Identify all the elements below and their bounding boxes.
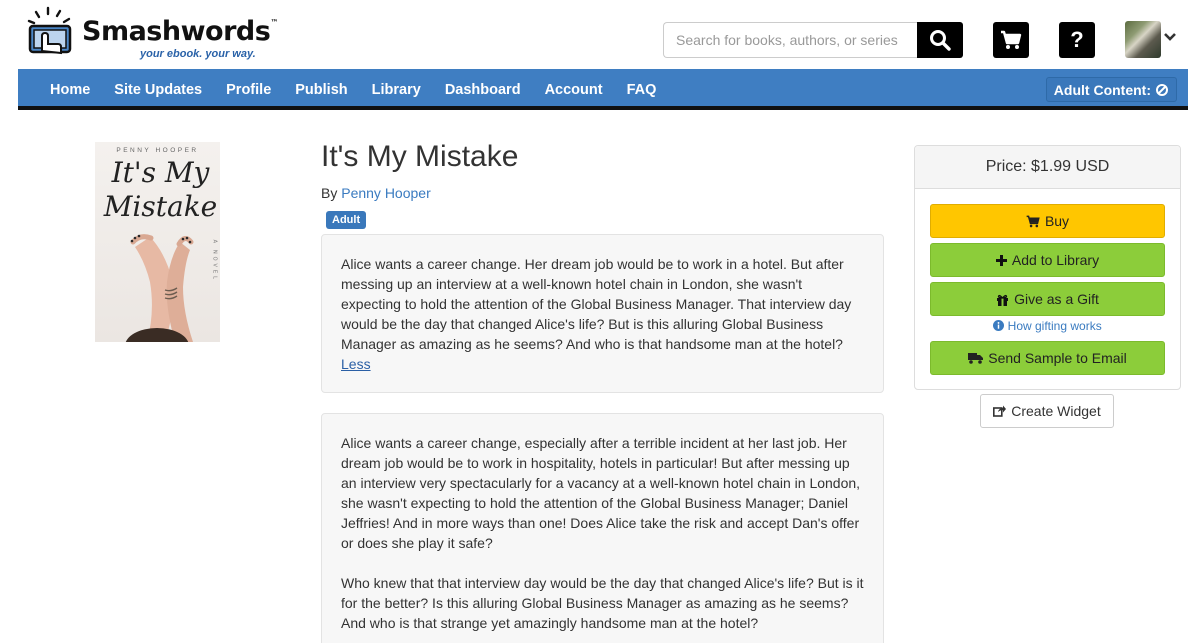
adult-badge: Adult <box>326 211 366 229</box>
nav-library[interactable]: Library <box>371 81 421 98</box>
nav-account[interactable]: Account <box>544 81 603 98</box>
logo-reader-icon <box>24 6 76 58</box>
adult-content-toggle[interactable] <box>1046 77 1177 102</box>
long-description <box>321 413 884 643</box>
search-input[interactable] <box>663 22 919 58</box>
info-icon <box>993 320 1004 331</box>
give-as-gift-button[interactable] <box>930 282 1165 316</box>
price-label: Price: $1.99 USD <box>915 146 1180 189</box>
nav-publish[interactable]: Publish <box>295 81 348 98</box>
cart-icon <box>1026 215 1040 228</box>
gift-icon <box>996 293 1009 306</box>
how-gifting-works-link[interactable] <box>915 319 1180 333</box>
nav-dashboard[interactable]: Dashboard <box>444 81 521 98</box>
add-to-library-button[interactable] <box>930 243 1165 277</box>
cart-button[interactable] <box>993 22 1029 58</box>
share-icon <box>993 405 1006 417</box>
ban-icon <box>1155 83 1169 97</box>
site-header <box>0 0 1197 69</box>
plus-icon <box>996 255 1007 266</box>
truck-icon <box>968 352 983 364</box>
how-gifting-works-label: How gifting works <box>1007 319 1102 333</box>
short-description-text: Alice wants a career change. Her dream job would be to work in a hotel. But after messing up an interview at a well-known hotel chain in London, she wasn't expecting to hold the attention of the Global Business Manager. That interview day would be the day that changed Alice's life? But is this alluring Global Business Manager as amazing as he seems? And who is that handsome man at the hotel? <box>341 256 852 352</box>
purchase-panel <box>914 145 1181 390</box>
nav-profile[interactable]: Profile <box>226 81 272 98</box>
give-as-gift-label: Give as a Gift <box>1014 291 1099 307</box>
create-widget-button[interactable] <box>980 394 1114 428</box>
add-to-library-label: Add to Library <box>1011 252 1100 268</box>
buy-button[interactable] <box>930 204 1165 238</box>
logo-tagline: your ebook. your way. <box>140 48 256 60</box>
cover-art <box>95 142 220 342</box>
help-icon: ? <box>1070 27 1084 52</box>
create-widget-label: Create Widget <box>1011 403 1101 419</box>
main-nav <box>18 69 1188 110</box>
cover-title: It's My Mistake <box>103 156 218 223</box>
book-cover[interactable] <box>95 142 220 342</box>
less-link[interactable]: Less <box>341 356 371 372</box>
send-sample-label: Send Sample to Email <box>988 350 1127 366</box>
short-description <box>321 234 884 393</box>
nav-site-updates[interactable]: Site Updates <box>114 81 203 98</box>
nav-items <box>38 69 668 110</box>
cover-subtitle: A NOVEL <box>211 239 217 282</box>
send-sample-button[interactable] <box>930 341 1165 375</box>
adult-content-label: Adult Content: <box>1053 81 1151 98</box>
buy-label: Buy <box>1044 213 1070 229</box>
nav-faq[interactable]: FAQ <box>626 81 657 98</box>
help-button[interactable] <box>1059 22 1095 58</box>
smashwords-logo[interactable] <box>24 6 278 66</box>
long-description-paragraph-2: Who knew that that interview day would be the day that changed Alice's life? But is it for the better? Is this alluring Global Business Manager as amazing as he seems? And who is that strange yet amazingly handsome man at the hotel? <box>341 575 864 631</box>
user-avatar[interactable] <box>1125 21 1161 58</box>
search-icon <box>929 29 951 51</box>
chevron-down-icon[interactable] <box>1163 30 1177 44</box>
author-link[interactable]: Penny Hooper <box>341 185 431 201</box>
book-title: It's My Mistake <box>321 140 519 173</box>
nav-home[interactable]: Home <box>50 81 91 98</box>
book-byline <box>321 185 431 201</box>
search-button[interactable] <box>917 22 963 58</box>
logo-trademark: ™ <box>270 18 278 27</box>
logo-wordmark: Smashwords™ <box>82 16 278 47</box>
cart-icon <box>1000 30 1022 50</box>
long-description-paragraph-1: Alice wants a career change, especially after a terrible incident at her last job. Her dream job would be to work in hospitality, hotels in particular! But after messing up an interview very spectacularly for a vacancy at a well-known hotel chain in London, she wasn't expecting to hold the attention of the Global Business Manager; Daniel Jeffries! And in more ways than one! Does Alice take the risk and accept Dan's offer or does she play it safe? <box>341 435 861 551</box>
cover-author: PENNY HOOPER <box>116 147 199 154</box>
by-label: By <box>321 185 338 201</box>
